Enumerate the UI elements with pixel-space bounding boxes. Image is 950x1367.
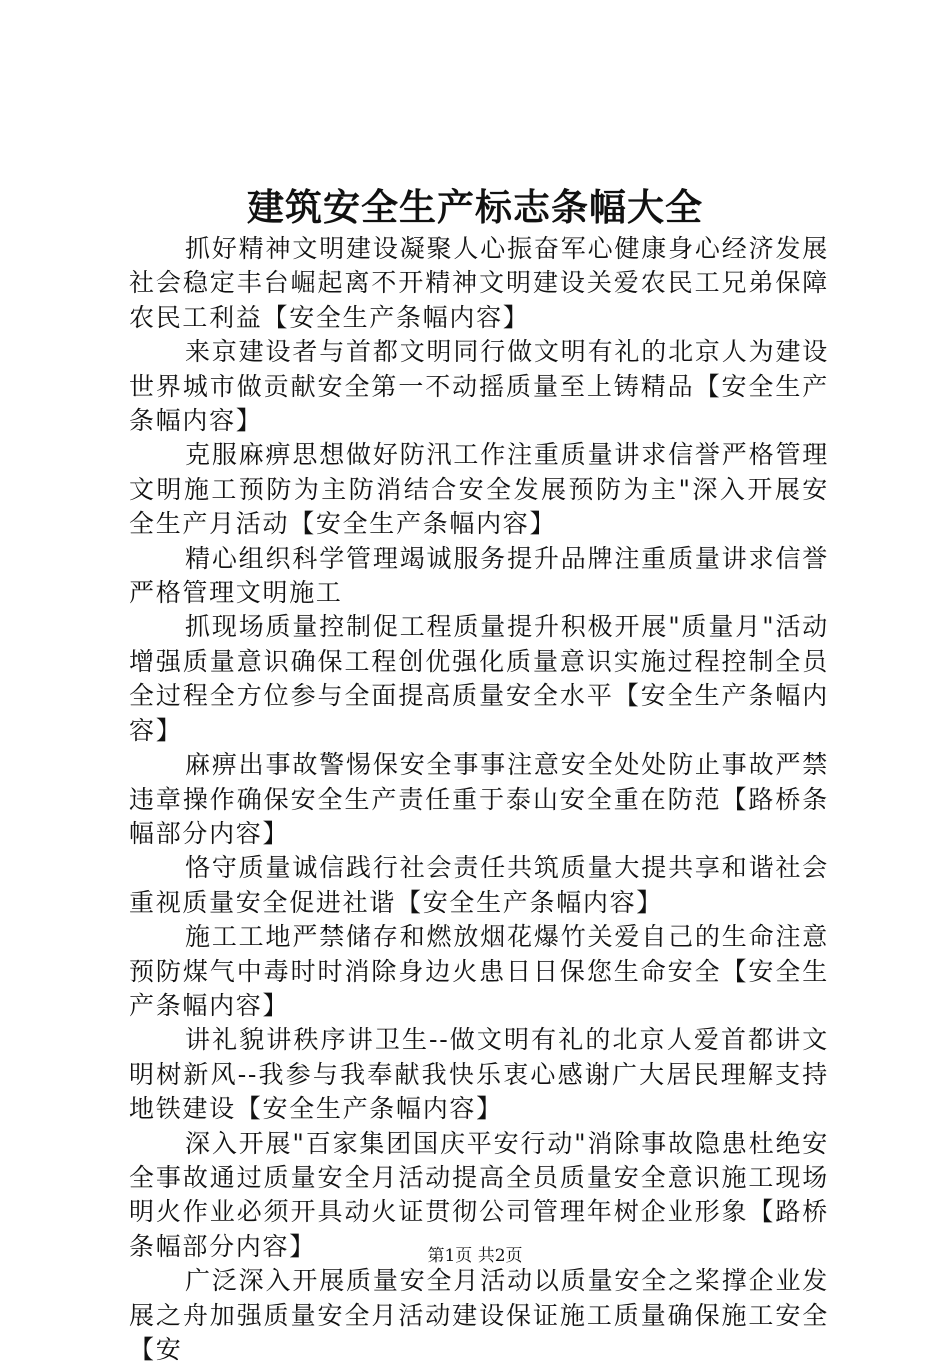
paragraph: 施工工地严禁储存和燃放烟花爆竹关爱自己的生命注意预防煤气中毒时时消除身边火患日日保您生命安全【安全生产条幅内容】 [129,922,829,1020]
document-body [129,232,829,1367]
paragraph: 克服麻痹思想做好防汛工作注重质量讲求信誉严格管理文明施工预防为主防消结合安全发展预防为主"深入开展安全生产月活动【安全生产条幅内容】 [129,440,829,539]
paragraph: 广泛深入开展质量安全月活动以质量安全之桨撑企业发展之舟加强质量安全月活动建设保证施工质量确保施工安全【安 [129,1266,829,1364]
paragraph: 来京建设者与首都文明同行做文明有礼的北京人为建设世界城市做贡献安全第一不动摇质量至上铸精品【安全生产条幅内容】 [129,337,829,436]
paragraph: 讲礼貌讲秩序讲卫生--做文明有礼的北京人爱首都讲文明树新风--我参与我奉献我快乐衷心感谢广大居民理解支持地铁建设【安全生产条幅内容】 [129,1025,829,1124]
paragraph: 抓好精神文明建设凝聚人心振奋军心健康身心经济发展社会稳定丰台崛起离不开精神文明建设关爱农民工兄弟保障农民工利益【安全生产条幅内容】 [129,234,829,332]
paragraph: 抓现场质量控制促工程质量提升积极开展"质量月"活动增强质量意识确保工程创优强化质量意识实施过程控制全员全过程全方位参与全面提高质量安全水平【安全生产条幅内容】 [129,612,829,745]
paragraph: 恪守质量诚信践行社会责任共筑质量大提共享和谐社会重视质量安全促进社谐【安全生产条幅内容】 [129,853,829,917]
paragraph: 精心组织科学管理竭诚服务提升品牌注重质量讲求信誉严格管理文明施工 [129,543,829,608]
document-title: 建筑安全生产标志条幅大全 [247,185,703,229]
paragraph: 麻痹出事故警惕保安全事事注意安全处处防止事故严禁违章操作确保安全生产责任重于泰山安全重在防范【路桥条幅部分内容】 [129,750,829,848]
paragraph: 深入开展"百家集团国庆平安行动"消除事故隐患杜绝安全事故通过质量安全月活动提高全员质量安全意识施工现场明火作业必须开具动火证贯彻公司管理年树企业形象【路桥条幅部分内容】 [129,1128,829,1261]
page-footer: 第1页 共2页 [427,1246,523,1266]
